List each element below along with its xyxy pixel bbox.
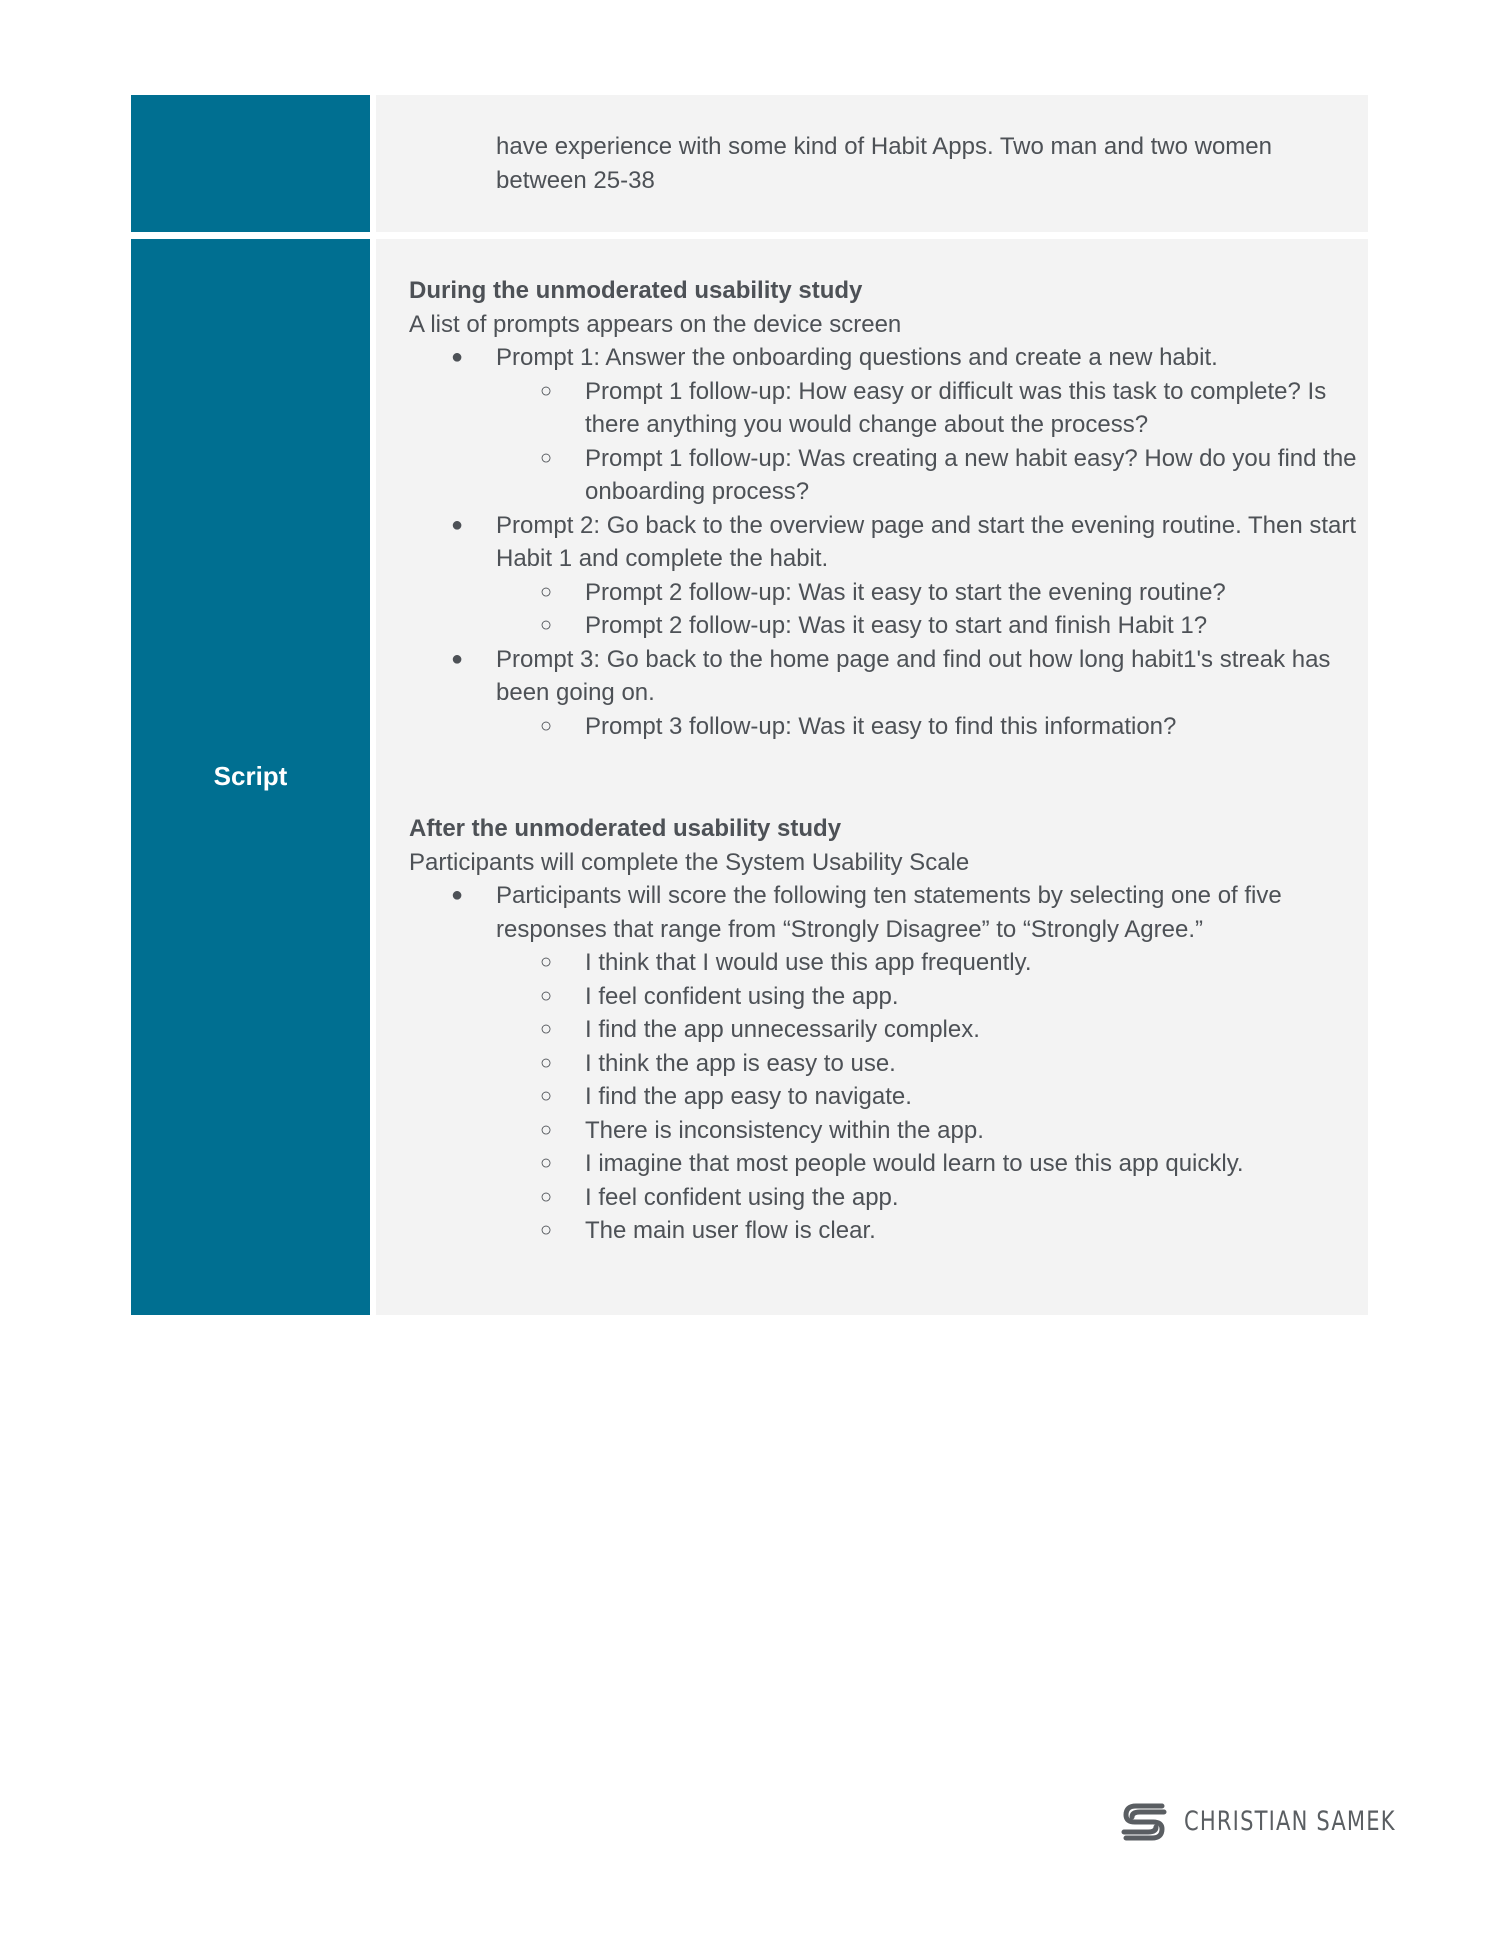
followup-text: Prompt 1 follow-up: Was creating a new habit easy? How do you find the onboarding process? [585, 444, 1357, 505]
statement-text: I think the app is easy to use. [585, 1049, 896, 1077]
statement-text: I find the app easy to navigate. [585, 1083, 912, 1110]
bullet-circle-icon: ○ [540, 984, 553, 1007]
bullet-circle-icon: ○ [540, 379, 553, 402]
statement-text: I find the app unnecessarily complex. [585, 1016, 980, 1043]
bullet-circle-icon: ○ [540, 1152, 553, 1174]
after-intro: Participants will complete the System Usability Scale [409, 848, 970, 876]
statement-item [409, 1181, 1359, 1215]
statement-item [409, 1013, 1359, 1047]
statement-item [409, 946, 1359, 980]
statement-text: I imagine that most people would learn to use this app quickly. [585, 1150, 1244, 1177]
statement-text: I think that I would use this app frequently. [585, 949, 1032, 976]
bullet-circle-icon: ○ [540, 1051, 553, 1074]
followup-item [409, 375, 1359, 442]
followup-text: Prompt 2 follow-up: Was it easy to start the evening routine? [585, 578, 1226, 606]
followup-item [409, 710, 1359, 744]
bullet-circle-icon: ○ [540, 714, 553, 737]
bullet-circle-icon: ○ [540, 446, 553, 469]
logo-text: CHRISTIAN SAMEK [1184, 1806, 1396, 1837]
prompt-item [409, 509, 1359, 576]
prompt-item [409, 643, 1359, 710]
followup-text: Prompt 2 follow-up: Was it easy to start and finish Habit 1? [585, 612, 1208, 639]
bullet-dot-icon: ● [451, 647, 464, 670]
statement-item [409, 1080, 1359, 1114]
prompt-text: Prompt 2: Go back to the overview page and start the evening routine. Then start Habit 1 and complete the habit. [496, 511, 1357, 572]
followup-item [409, 609, 1359, 643]
sus-item [409, 879, 1359, 946]
brand-logo [1118, 1798, 1396, 1848]
cs-monogram-icon [1118, 1798, 1170, 1846]
bullet-circle-icon: ○ [540, 1018, 553, 1040]
followup-item [409, 442, 1359, 509]
bullet-circle-icon: ○ [540, 1219, 553, 1241]
after-section [409, 812, 1359, 1248]
bullet-circle-icon: ○ [540, 614, 553, 636]
bullet-dot-icon: ● [451, 346, 464, 368]
statement-item [409, 1214, 1359, 1248]
bullet-circle-icon: ○ [540, 1085, 553, 1107]
row-label-cell [131, 239, 370, 1315]
row-label-cell [131, 95, 370, 232]
bullet-circle-icon: ○ [540, 951, 553, 973]
during-intro: A list of prompts appears on the device screen [409, 310, 902, 338]
during-title: During the unmoderated usability study [409, 277, 863, 304]
participants-text: have experience with some kind of Habit Apps. Two man and two women between 25-38 [496, 133, 1272, 194]
after-title: After the unmoderated usability study [409, 815, 842, 842]
followup-text: Prompt 1 follow-up: How easy or difficult was this task to complete? Is there anything you would change about the process? [585, 377, 1327, 438]
bullet-dot-icon: ● [451, 513, 464, 536]
bullet-circle-icon: ○ [540, 1118, 553, 1141]
bullet-circle-icon: ○ [540, 1185, 553, 1208]
statement-text: There is inconsistency within the app. [585, 1116, 984, 1144]
script-label: Script [213, 761, 288, 791]
followup-item [409, 576, 1359, 610]
followup-text: Prompt 3 follow-up: Was it easy to find this information? [585, 712, 1177, 740]
prompt-item [409, 341, 1359, 375]
prompt-text: Prompt 1: Answer the onboarding questions and create a new habit. [496, 344, 1218, 371]
bullet-dot-icon: ● [451, 884, 464, 906]
statement-text: I feel confident using the app. [585, 1183, 899, 1211]
during-section [409, 274, 1359, 743]
statement-item [409, 1147, 1359, 1181]
bullet-circle-icon: ○ [540, 580, 553, 603]
statement-text: The main user flow is clear. [585, 1217, 876, 1244]
statement-text: I feel confident using the app. [585, 982, 899, 1010]
statement-item [409, 1047, 1359, 1081]
prompt-text: Prompt 3: Go back to the home page and find out how long habit1's streak has been going on. [496, 645, 1331, 706]
statement-item [409, 1114, 1359, 1148]
sus-text: Participants will score the following ten statements by selecting one of five responses that range from “Strongly Disagree” to “Strongly Agree.” [496, 882, 1282, 943]
statement-item [409, 980, 1359, 1014]
